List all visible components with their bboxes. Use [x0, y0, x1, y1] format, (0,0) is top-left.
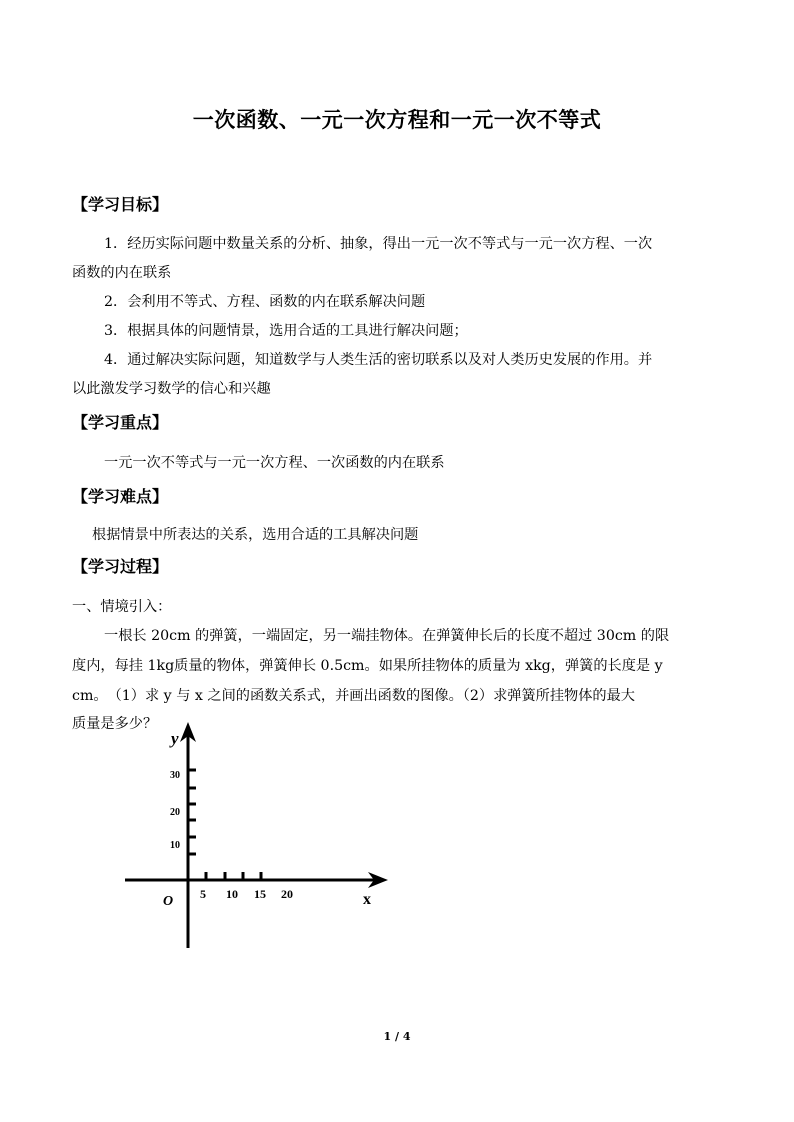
- problem-line3: cm。 （1）求 y 与 x 之间的函数关系式，并画出函数的图像。（2）求弹簧所挂物体的最大: [72, 688, 635, 704]
- origin-label: O: [163, 894, 174, 909]
- objective-3: 3．根据具体的问题情景，选用合适的工具进行解决问题；: [104, 323, 468, 339]
- page-number: 1 / 4: [383, 1030, 411, 1043]
- objectives-heading: 【学习目标】: [72, 195, 169, 214]
- x-tick-label: 20: [281, 887, 293, 901]
- problem-line4: 质量是多少？: [72, 716, 158, 732]
- y-tick-label: 30: [170, 770, 180, 781]
- y-tick-label: 20: [170, 807, 180, 818]
- page-title: 一次函数、一元一次方程和一元一次不等式: [192, 108, 602, 132]
- process-heading: 【学习过程】: [72, 557, 169, 576]
- key-points-text: 一元一次不等式与一元一次方程、一次函数的内在联系: [104, 455, 445, 471]
- objective-2: 2．会利用不等式、方程、函数的内在联系解决问题: [104, 294, 426, 310]
- section-1-title: 一、情境引入：: [72, 599, 172, 615]
- key-points-heading: 【学习重点】: [72, 413, 169, 432]
- y-axis-label: y: [171, 729, 179, 748]
- objective-4-line2: 以此激发学习数学的信心和兴趣: [72, 381, 271, 397]
- x-axis-label: x: [363, 891, 371, 908]
- objective-1-line1: 1．经历实际问题中数量关系的分析、抽象，得出一元一次不等式与一元一次方程、一次: [104, 236, 653, 252]
- difficulties-text: 根据情景中所表达的关系，选用合适的工具解决问题: [92, 527, 419, 543]
- objective-4-line1: 4．通过解决实际问题，知道数学与人类生活的密切联系以及对人类历史发展的作用。并: [104, 352, 653, 368]
- difficulties-heading: 【学习难点】: [72, 487, 169, 506]
- coordinate-graph: [100, 718, 400, 958]
- problem-line1: 一根长 20cm 的弹簧，一端固定，另一端挂物体。在弹簧伸长后的长度不超过 30cm 的限: [104, 628, 670, 644]
- x-tick-label: 5: [200, 887, 206, 901]
- objective-1-line2: 函数的内在联系: [72, 265, 172, 281]
- problem-line2: 度内，每挂 1kg质量的物体，弹簧伸长 0.5cm。如果所挂物体的质量为 xkg，弹簧的长度是 y: [72, 658, 663, 674]
- x-tick-label: 15: [254, 887, 266, 901]
- y-tick-label: 10: [170, 840, 180, 851]
- x-tick-label: 10: [226, 887, 238, 901]
